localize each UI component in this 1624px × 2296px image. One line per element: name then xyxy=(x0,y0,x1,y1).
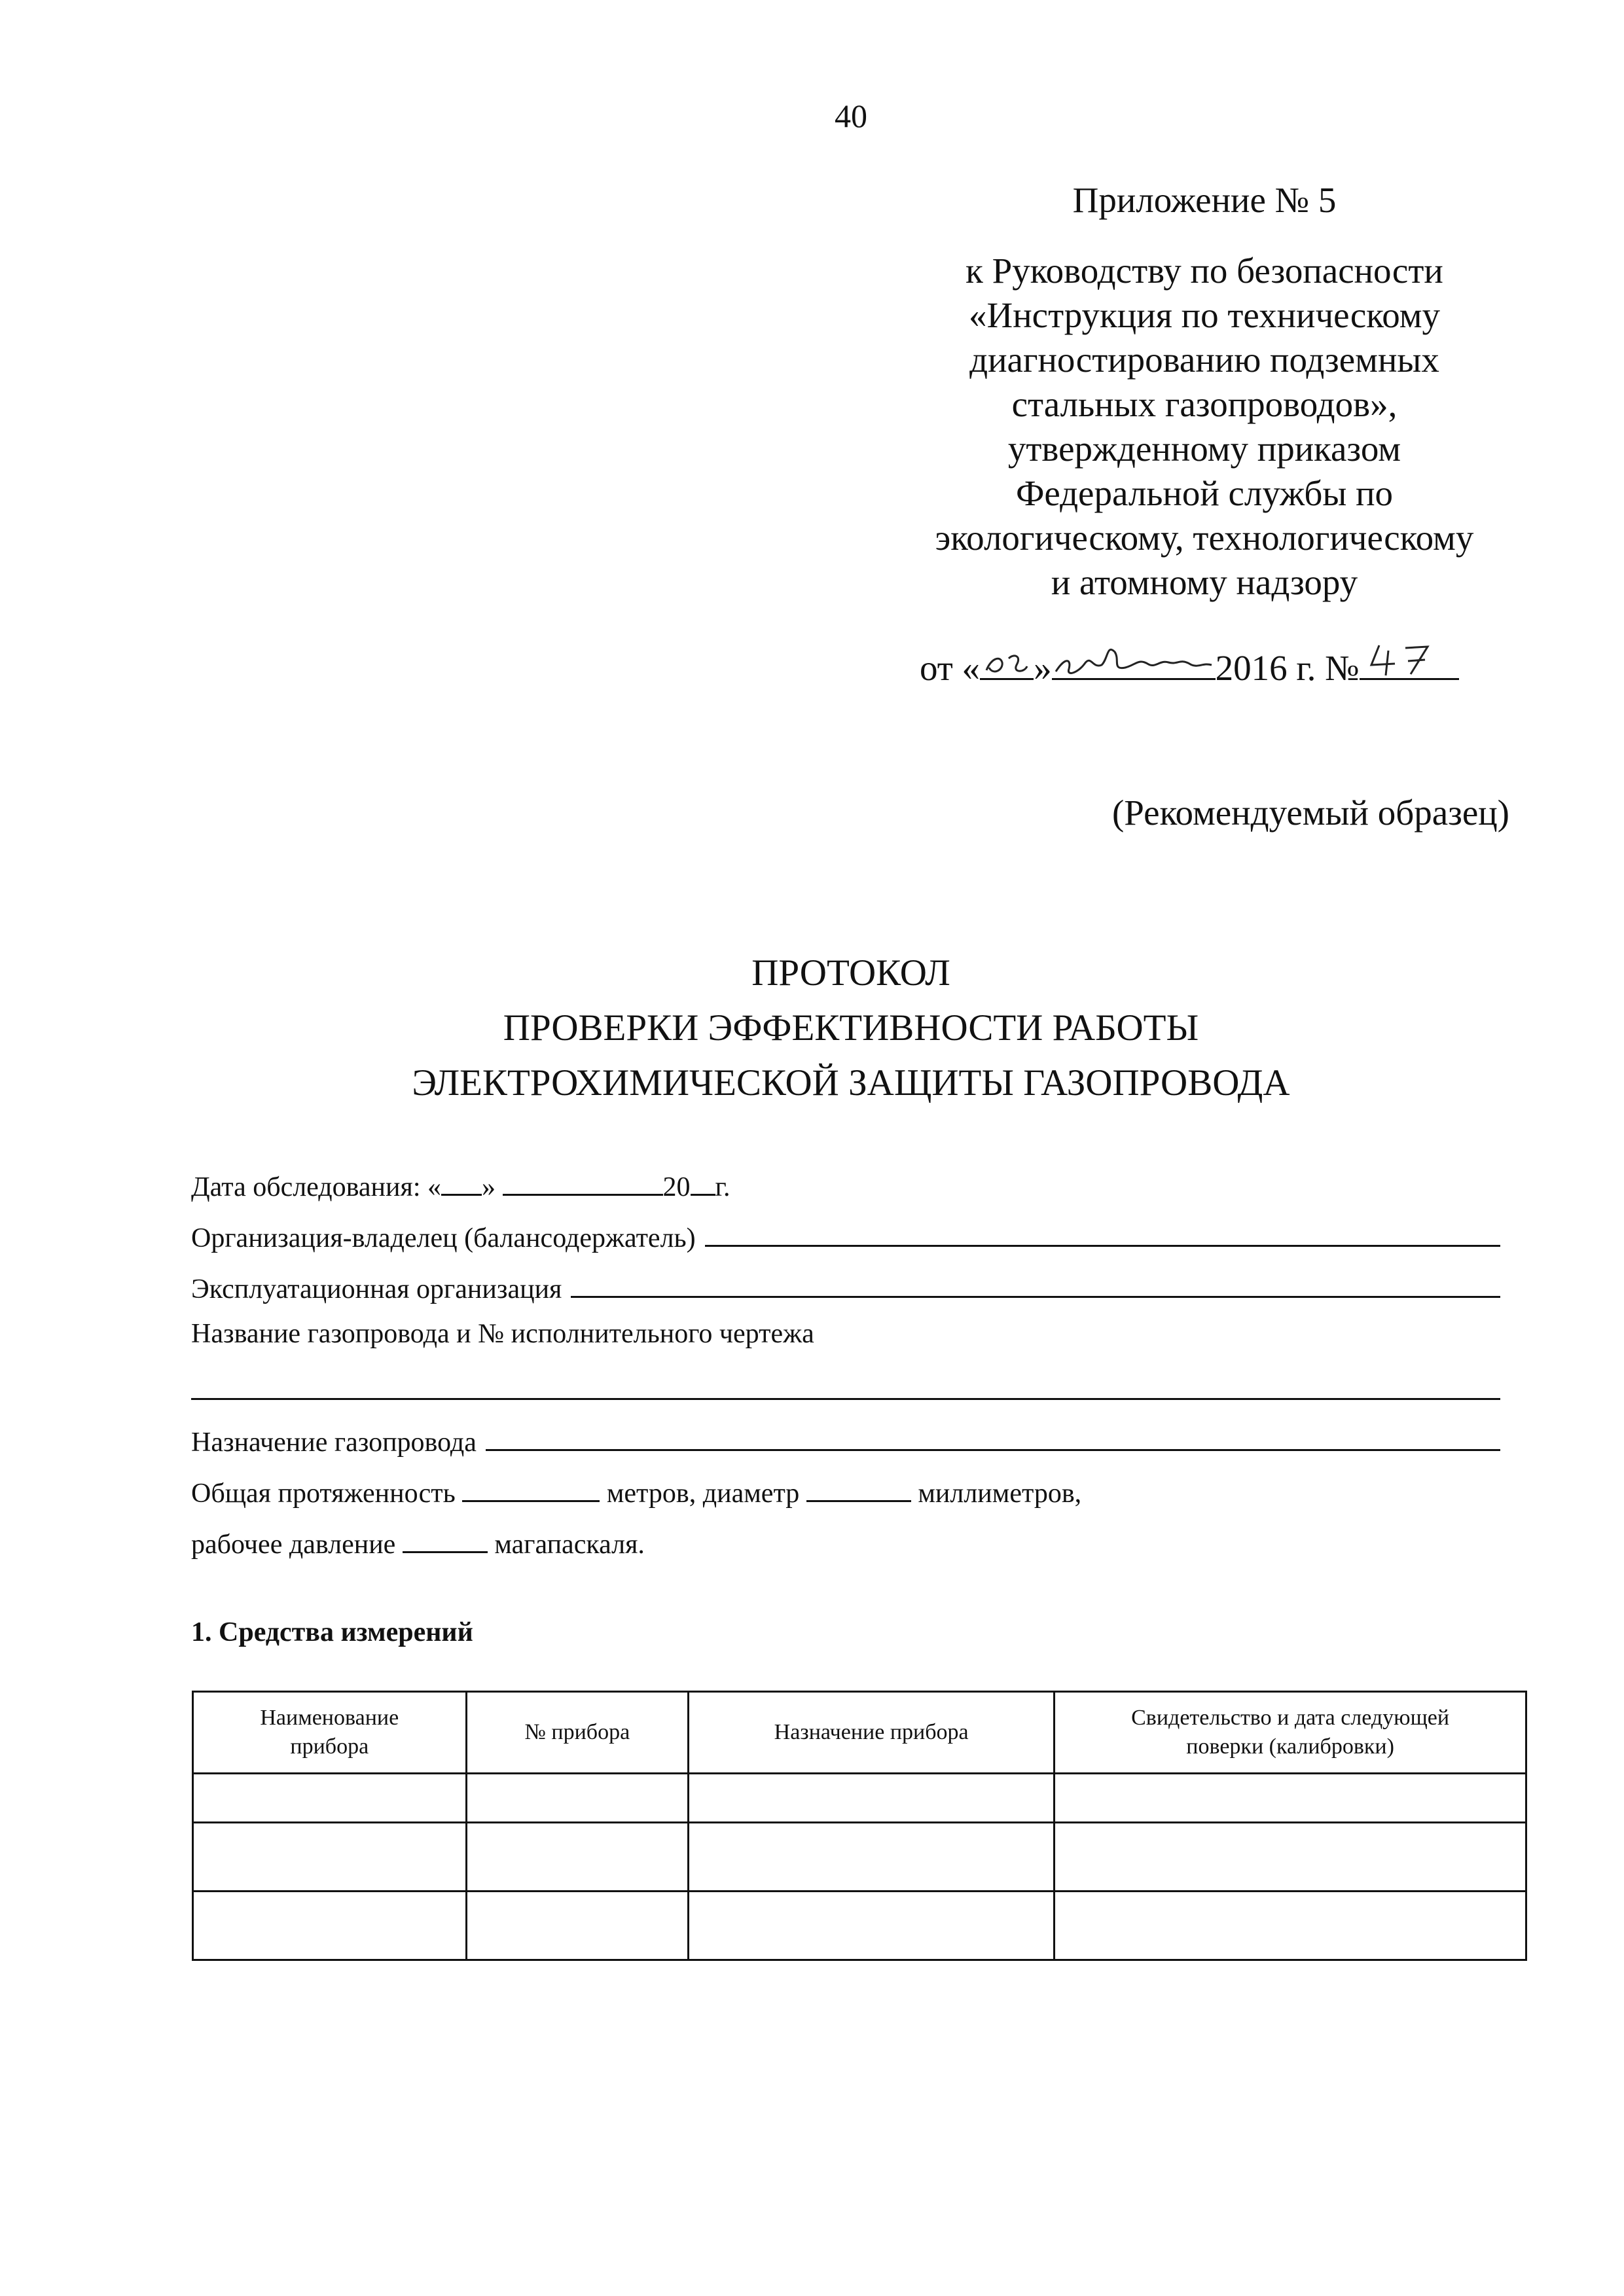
protocol-title xyxy=(0,946,1624,1111)
pressure-label: рабочее давление xyxy=(191,1530,396,1560)
section-title: 1. Средства измерений xyxy=(191,1617,473,1647)
date-mid: » xyxy=(1034,648,1052,688)
survey-date-suffix: г. xyxy=(715,1172,731,1202)
pipeline-name-blank[interactable] xyxy=(191,1369,1500,1400)
appendix-line: утвержденному приказом xyxy=(1007,429,1401,469)
pressure-row xyxy=(191,1522,1500,1573)
protocol-fields xyxy=(191,1165,1500,1573)
header-instrument-number: № прибора xyxy=(466,1692,689,1774)
appendix-line: к Руководству по безопасности xyxy=(965,251,1443,291)
purpose-label: Назначение газопровода xyxy=(191,1427,477,1458)
table-cell[interactable] xyxy=(193,1892,467,1960)
pipeline-name-row xyxy=(191,1318,1500,1369)
diameter-unit: миллиметров, xyxy=(918,1479,1082,1509)
pipeline-name-continuation-row xyxy=(191,1369,1500,1420)
survey-date-label: Дата обследования: « xyxy=(191,1172,441,1202)
length-unit: метров, диаметр xyxy=(606,1479,800,1509)
appendix-line: «Инструкция по техническому xyxy=(969,295,1440,335)
appendix-line: Федеральной службы по xyxy=(1015,473,1394,513)
appendix-line: диагностированию подземных xyxy=(969,340,1439,380)
appendix-line: стальных газопроводов», xyxy=(1011,384,1398,424)
appendix-reference xyxy=(851,249,1558,605)
table-cell[interactable] xyxy=(466,1823,689,1892)
table-row xyxy=(193,1774,1526,1823)
survey-date-mid: » xyxy=(482,1172,496,1202)
table-cell[interactable] xyxy=(193,1823,467,1892)
page-number: 40 xyxy=(835,98,867,134)
appendix-title: Приложение № 5 xyxy=(1072,180,1337,220)
handwritten-month xyxy=(1052,639,1216,680)
operator-label: Эксплуатационная организация xyxy=(191,1274,562,1304)
survey-day-blank[interactable] xyxy=(441,1165,482,1196)
table-header-row xyxy=(193,1692,1526,1774)
survey-month-blank[interactable] xyxy=(503,1165,663,1196)
instruments-table xyxy=(192,1691,1527,1961)
table-cell[interactable] xyxy=(689,1823,1055,1892)
table-cell[interactable] xyxy=(466,1774,689,1823)
date-year: 2016 г. № xyxy=(1215,648,1360,688)
table-row xyxy=(193,1823,1526,1892)
protocol-title-line: ПРОВЕРКИ ЭФФЕКТИВНОСТИ РАБОТЫ xyxy=(503,1007,1199,1049)
protocol-title-line: ПРОТОКОЛ xyxy=(751,952,950,994)
table-cell[interactable] xyxy=(689,1774,1055,1823)
appendix-line: экологическому, технологическому xyxy=(935,518,1474,558)
purpose-blank[interactable] xyxy=(486,1420,1500,1451)
diameter-blank[interactable] xyxy=(806,1471,911,1502)
survey-year-blank[interactable] xyxy=(691,1165,715,1196)
order-date xyxy=(920,639,1459,689)
handwritten-order-number xyxy=(1360,639,1459,680)
pipeline-name-label: Название газопровода и № исполнительного чертежа xyxy=(191,1319,814,1349)
owner-label: Организация-владелец (балансодержатель) xyxy=(191,1223,696,1253)
pressure-unit: магапаскаля. xyxy=(494,1530,645,1560)
length-row xyxy=(191,1471,1500,1522)
length-blank[interactable] xyxy=(462,1471,600,1502)
operator-blank[interactable] xyxy=(571,1267,1500,1298)
appendix-line: и атомному надзору xyxy=(1051,562,1358,602)
table-cell[interactable] xyxy=(466,1892,689,1960)
owner-blank[interactable] xyxy=(705,1216,1500,1247)
header-instrument-purpose: Назначение прибора xyxy=(689,1692,1055,1774)
protocol-title-line: ЭЛЕКТРОХИМИЧЕСКОЙ ЗАЩИТЫ ГАЗОПРОВОДА xyxy=(412,1062,1290,1103)
operator-row xyxy=(191,1267,1500,1318)
handwritten-day xyxy=(980,639,1034,680)
header-instrument-name: Наименование прибора xyxy=(193,1692,467,1774)
table-row xyxy=(193,1892,1526,1960)
table-cell[interactable] xyxy=(193,1774,467,1823)
owner-row xyxy=(191,1216,1500,1267)
header-certificate: Свидетельство и дата следующей поверки (калибровки) xyxy=(1055,1692,1526,1774)
table-cell[interactable] xyxy=(1055,1774,1526,1823)
length-label: Общая протяженность xyxy=(191,1479,456,1509)
pressure-blank[interactable] xyxy=(403,1522,488,1553)
table-cell[interactable] xyxy=(1055,1823,1526,1892)
table-cell[interactable] xyxy=(1055,1892,1526,1960)
survey-date-row xyxy=(191,1165,1500,1216)
date-prefix: от « xyxy=(920,648,981,688)
table-cell[interactable] xyxy=(689,1892,1055,1960)
purpose-row xyxy=(191,1420,1500,1471)
survey-date-year: 20 xyxy=(662,1172,691,1202)
sample-note: (Рекомендуемый образец) xyxy=(1111,793,1509,833)
